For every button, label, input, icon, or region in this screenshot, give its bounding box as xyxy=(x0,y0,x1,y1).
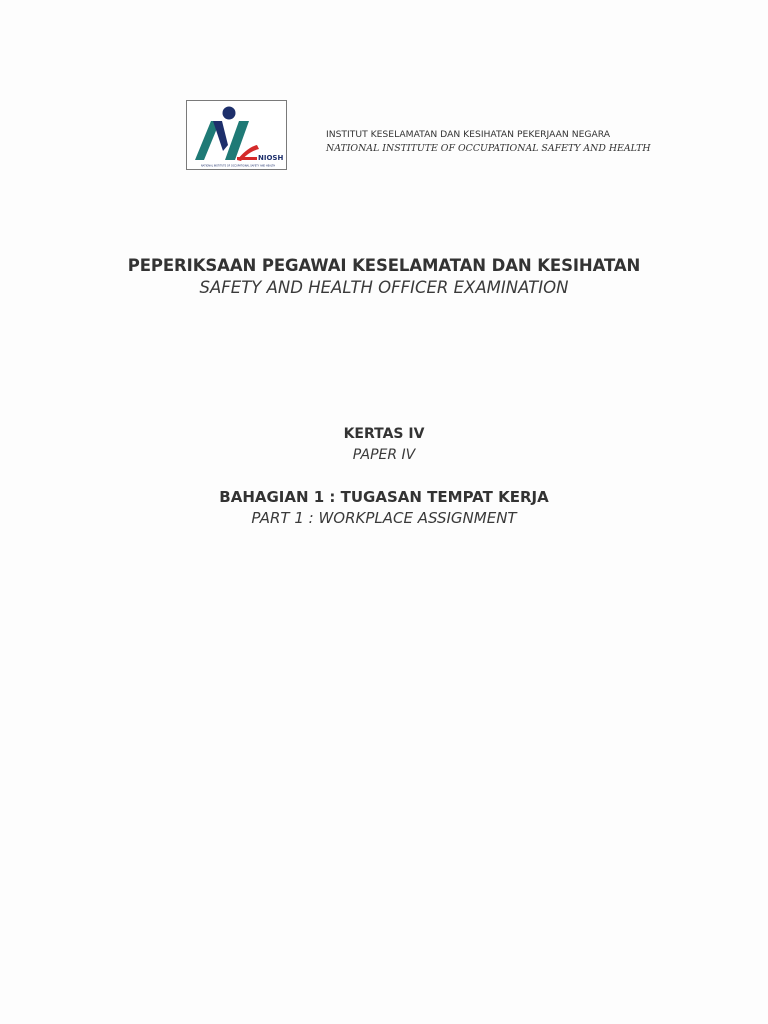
part-label-english: PART 1 : WORKPLACE ASSIGNMENT xyxy=(251,509,517,527)
paper-label-english: PAPER IV xyxy=(352,447,416,463)
exam-title-malay: PEPERIKSAAN PEGAWAI KESELAMATAN DAN KESIHATAN xyxy=(127,256,641,275)
logo-niosh-text: NIOSH xyxy=(258,154,284,162)
niosh-logo xyxy=(186,100,287,170)
logo-subtext: NATIONAL INSTITUTE OF OCCUPATIONAL SAFETY AND HEALTH xyxy=(201,164,276,168)
part-label-malay: BAHAGIAN 1 : TUGASAN TEMPAT KERJA xyxy=(219,488,549,506)
institute-name-malay: INSTITUT KESELAMATAN DAN KESIHATAN PEKERJAAN NEGARA xyxy=(326,129,611,140)
logo-red-base xyxy=(237,157,257,160)
niosh-logo-graphic xyxy=(187,101,286,169)
logo-head-shape xyxy=(223,107,236,120)
exam-title-english: SAFETY AND HEALTH OFFICER EXAMINATION xyxy=(199,278,569,297)
logo-navy-stroke xyxy=(213,121,228,151)
institute-name-english: NATIONAL INSTITUTE OF OCCUPATIONAL SAFETY AND HEALTH xyxy=(326,143,651,154)
paper-label-malay: KERTAS IV xyxy=(343,426,425,442)
